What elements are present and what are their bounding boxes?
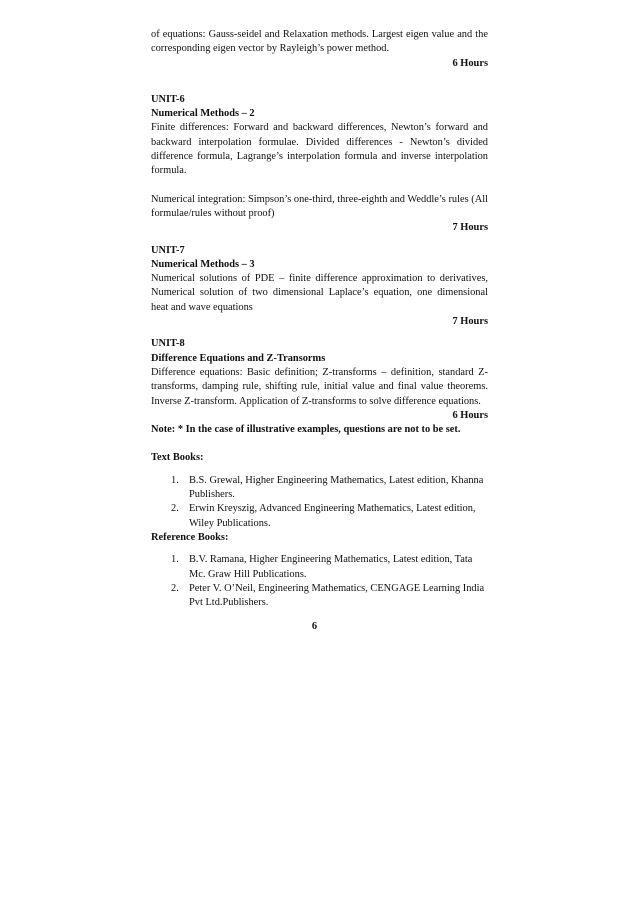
- unit8-hours: 6 Hours: [452, 409, 488, 421]
- page-number: 6: [311, 621, 318, 633]
- unit7-title: Numerical Methods – 3: [151, 258, 255, 270]
- list-item-number: 2.: [171, 582, 179, 594]
- reference-books-heading: Reference Books:: [151, 531, 229, 543]
- unit6-para2: Numerical integration: Simpson’s one-third, three-eighth and Weddle’s rules (All formulae/rules without proof): [151, 193, 488, 219]
- unit8-para1: Difference equations: Basic definition; Z-transforms – definition, standard Z-transforms, damping rule, shifting rule, initial value and final value theorems. Inverse Z-transform. Application of Z-transforms to solve difference equations.: [151, 366, 488, 407]
- list-item-text: Erwin Kreyszig, Advanced Engineering Mathematics, Latest edition, Wiley Publications.: [189, 503, 476, 529]
- text-books-heading: Text Books:: [151, 452, 204, 464]
- unit7-para1: Numerical solutions of PDE – finite difference approximation to derivatives, Numerical solution of two dimensional Laplace’s equation, one dimensional heat and wave equations: [151, 273, 488, 313]
- list-item: [151, 553, 488, 582]
- reference-books-list: [151, 553, 488, 610]
- intro-hours: 6 Hours: [452, 57, 488, 69]
- unit8-label: UNIT-8: [151, 338, 185, 350]
- unit6-label: UNIT-6: [151, 93, 185, 105]
- note-text: Note: * In the case of illustrative examples, questions are not to be set.: [151, 424, 461, 436]
- intro-text: of equations: Gauss-seidel and Relaxation methods. Largest eigen value and the corresponding eigen vector by Rayleigh’s power method.: [151, 29, 488, 55]
- unit6-para1: Finite differences: Forward and backward differences, Newton’s forward and backward interpolation formulae. Divided differences - Newton’s divided difference formula, Lagrange’s interpolation formula and inverse interpolation formula.: [151, 122, 488, 177]
- list-item-text: B.V. Ramana, Higher Engineering Mathematics, Latest edition, Tata Mc. Graw Hill Publications.: [189, 554, 473, 580]
- list-item-text: B.S. Grewal, Higher Engineering Mathematics, Latest edition, Khanna Publishers.: [189, 474, 484, 501]
- list-item: [151, 502, 488, 531]
- list-item-number: 1.: [171, 474, 179, 486]
- document-page: [151, 28, 488, 635]
- unit6-title: Numerical Methods – 2: [151, 108, 255, 120]
- text-books-list: [151, 474, 488, 531]
- unit6-hours: 7 Hours: [452, 222, 488, 234]
- list-item-number: 2.: [171, 503, 179, 515]
- list-item-text: Peter V. O’Neil, Engineering Mathematics, CENGAGE Learning India Pvt Ltd.Publishers.: [189, 582, 485, 609]
- unit7-label: UNIT-7: [151, 244, 185, 256]
- list-item: [151, 474, 488, 503]
- list-item-number: 1.: [171, 554, 179, 566]
- unit7-hours: 7 Hours: [452, 316, 488, 328]
- list-item: [151, 582, 488, 611]
- unit8-title: Difference Equations and Z-Transorms: [151, 352, 326, 364]
